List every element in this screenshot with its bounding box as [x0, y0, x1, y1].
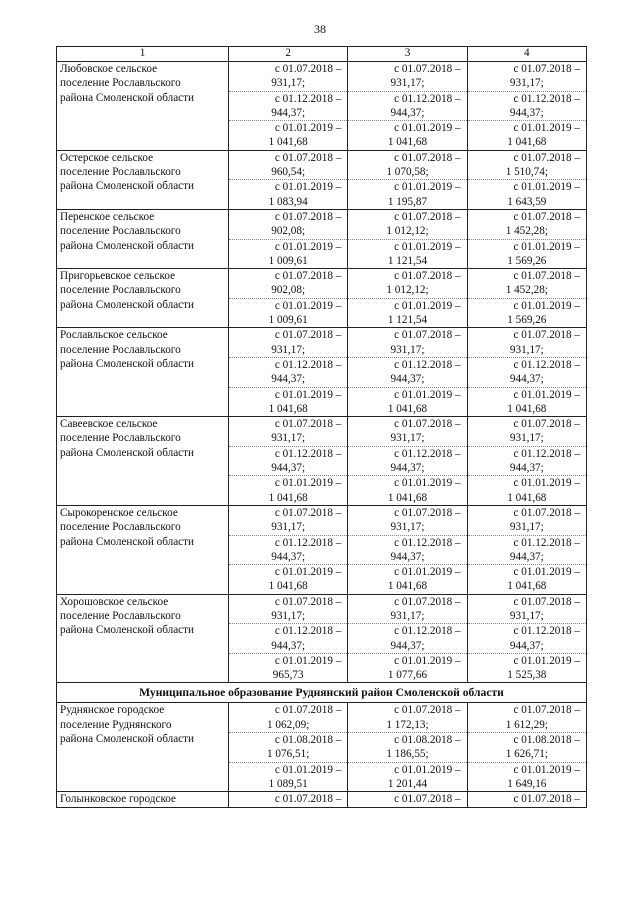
settlement-name-cell	[57, 505, 229, 594]
tariff-value: 1 041,68	[268, 402, 308, 415]
tariff-date: с 01.07.2018 –	[513, 210, 580, 223]
tariff-value: 1 612,29;	[468, 718, 586, 733]
tariff-value: 931,17;	[348, 343, 466, 358]
tariff-value: 1 121,54	[387, 254, 428, 267]
tariff-cell-col2	[229, 792, 348, 807]
tariff-table	[56, 46, 587, 808]
tariff-value: 944,37;	[229, 639, 347, 654]
header-cell-3: 3	[348, 47, 467, 62]
tariff-date: с 01.01.2019 –	[274, 181, 342, 194]
settlement-name-cell	[57, 150, 229, 209]
tariff-cell-col4	[467, 62, 586, 151]
tariff-value: 1 041,68	[507, 402, 547, 415]
settlement-name-line: поселение Руднянского	[60, 718, 172, 731]
settlement-name-cell	[57, 417, 229, 506]
tariff-value: 902,08;	[229, 224, 347, 239]
tariff-value: 1 041,68	[507, 136, 547, 149]
tariff-value: 931,17;	[468, 609, 586, 624]
tariff-date: с 01.07.2018 –	[513, 506, 580, 519]
tariff-date: с 01.07.2018 –	[274, 793, 342, 806]
settlement-name-line: поселение Рославльского	[60, 343, 181, 356]
tariff-cell-col2	[229, 594, 348, 683]
tariff-value: 931,17;	[348, 431, 466, 446]
tariff-date: с 01.12.2018 –	[274, 358, 342, 371]
tariff-date: с 01.01.2019 –	[274, 477, 342, 490]
tariff-cell-col3	[348, 150, 467, 209]
settlement-name-cell	[57, 792, 229, 807]
tariff-cell-col4	[467, 594, 586, 683]
tariff-value: 944,37;	[229, 461, 347, 476]
tariff-date: с 01.12.2018 –	[274, 92, 342, 105]
tariff-date: с 01.07.2018 –	[274, 151, 342, 164]
tariff-value: 931,17;	[229, 609, 347, 624]
tariff-date: с 01.08.2018 –	[513, 734, 580, 747]
tariff-date: с 01.01.2019 –	[394, 654, 461, 667]
header-row	[57, 47, 587, 62]
tariff-value: 944,37;	[229, 372, 347, 387]
settlement-name-line: Руднянское городское	[60, 704, 165, 717]
tariff-value: 931,17;	[468, 431, 586, 446]
tariff-date: с 01.01.2019 –	[394, 477, 461, 490]
tariff-cell-col4	[467, 792, 586, 807]
table-row	[57, 703, 587, 792]
tariff-date: с 01.12.2018 –	[513, 447, 580, 460]
tariff-value: 944,37;	[348, 106, 466, 121]
tariff-value: 1 041,68	[268, 491, 308, 504]
settlement-name-line: Рославльское сельское	[60, 329, 168, 342]
tariff-date: с 01.07.2018 –	[513, 793, 580, 806]
tariff-date: с 01.01.2019 –	[394, 122, 461, 135]
tariff-date: с 01.07.2018 –	[394, 793, 461, 806]
tariff-date: с 01.07.2018 –	[513, 270, 580, 283]
tariff-cell-col2	[229, 328, 348, 417]
section-title: Муниципальное образование Руднянский район Смоленской области	[57, 683, 587, 703]
tariff-date: с 01.01.2019 –	[274, 388, 342, 401]
tariff-value: 1 041,68	[507, 580, 547, 593]
tariff-date: с 01.12.2018 –	[394, 625, 461, 638]
tariff-value: 1 186,55;	[348, 747, 466, 762]
table-row	[57, 150, 587, 209]
settlement-name-line: Сырокоренское сельское	[60, 506, 178, 519]
tariff-date: с 01.01.2019 –	[394, 299, 461, 312]
tariff-date: с 01.07.2018 –	[274, 210, 342, 223]
tariff-value: 1 510,74;	[468, 165, 586, 180]
tariff-value: 931,17;	[468, 76, 586, 91]
tariff-value: 931,17;	[229, 76, 347, 91]
tariff-date: с 01.07.2018 –	[513, 595, 580, 608]
tariff-date: с 01.07.2018 –	[394, 151, 461, 164]
settlement-name-line: поселение Рославльского	[60, 166, 181, 179]
tariff-date: с 01.08.2018 –	[394, 734, 461, 747]
table-row	[57, 792, 587, 807]
settlement-name-line: Остерское сельское	[60, 151, 154, 164]
tariff-date: с 01.12.2018 –	[394, 536, 461, 549]
table-row	[57, 417, 587, 506]
tariff-date: с 01.12.2018 –	[394, 358, 461, 371]
tariff-value: 1 012,12;	[348, 283, 466, 298]
tariff-cell-col3	[348, 505, 467, 594]
tariff-value: 944,37;	[348, 639, 466, 654]
tariff-cell-col2	[229, 269, 348, 328]
header-cell-2: 2	[229, 47, 348, 62]
settlement-name-line: Перенское сельское	[60, 210, 155, 223]
settlement-name-line: поселение Рославльского	[60, 432, 181, 445]
tariff-value: 944,37;	[348, 550, 466, 565]
tariff-date: с 01.01.2019 –	[513, 763, 580, 776]
tariff-cell-col3	[348, 62, 467, 151]
settlement-name-line: поселение Рославльского	[60, 284, 181, 297]
tariff-date: с 01.07.2018 –	[513, 418, 580, 431]
tariff-date: с 01.07.2018 –	[274, 704, 342, 717]
tariff-date: с 01.07.2018 –	[394, 704, 461, 717]
tariff-cell-col3	[348, 594, 467, 683]
tariff-value: 1 172,13;	[348, 718, 466, 733]
settlement-name-cell	[57, 62, 229, 151]
tariff-value: 1 041,68	[507, 491, 547, 504]
tariff-date: с 01.12.2018 –	[274, 447, 342, 460]
tariff-value: 931,17;	[229, 343, 347, 358]
tariff-date: с 01.01.2019 –	[513, 477, 580, 490]
tariff-date: с 01.01.2019 –	[394, 240, 461, 253]
settlement-name-line: района Смоленской области	[60, 446, 195, 459]
tariff-value: 1 626,71;	[468, 747, 586, 762]
settlement-name-cell	[57, 594, 229, 683]
header-cell-4: 4	[467, 47, 586, 62]
settlement-name-line: района Смоленской области	[60, 239, 195, 252]
tariff-value: 931,17;	[348, 609, 466, 624]
tariff-value: 1 077,66	[387, 669, 428, 682]
tariff-date: с 01.07.2018 –	[513, 704, 580, 717]
tariff-value: 931,17;	[468, 343, 586, 358]
tariff-value: 931,17;	[348, 76, 466, 91]
tariff-value: 944,37;	[468, 372, 586, 387]
tariff-value: 944,37;	[468, 461, 586, 476]
settlement-name-line: Савеевское сельское	[60, 418, 158, 431]
tariff-date: с 01.01.2019 –	[274, 566, 342, 579]
tariff-value: 1 041,68	[387, 136, 428, 149]
tariff-cell-col3	[348, 792, 467, 807]
tariff-date: с 01.01.2019 –	[394, 566, 461, 579]
table-row	[57, 62, 587, 151]
tariff-value: 944,37;	[229, 550, 347, 565]
tariff-date: с 01.07.2018 –	[274, 329, 342, 342]
tariff-value: 931,17;	[229, 520, 347, 535]
settlement-name-line: района Смоленской области	[60, 180, 195, 193]
tariff-value: 931,17;	[348, 520, 466, 535]
tariff-date: с 01.01.2019 –	[513, 654, 580, 667]
tariff-date: с 01.07.2018 –	[513, 151, 580, 164]
tariff-cell-col4	[467, 328, 586, 417]
tariff-value: 1 070,58;	[348, 165, 466, 180]
settlement-name-cell	[57, 703, 229, 792]
tariff-date: с 01.01.2019 –	[394, 388, 461, 401]
settlement-name-line: Пригорьевское сельское	[60, 270, 176, 283]
tariff-date: с 01.01.2019 –	[513, 299, 580, 312]
tariff-date: с 01.01.2019 –	[513, 122, 580, 135]
tariff-cell-col4	[467, 417, 586, 506]
tariff-value: 931,17;	[468, 520, 586, 535]
settlement-name-line: Голынковское городское	[60, 793, 177, 806]
tariff-value: 944,37;	[348, 372, 466, 387]
tariff-cell-col3	[348, 269, 467, 328]
tariff-value: 944,37;	[468, 550, 586, 565]
settlement-name-line: района Смоленской области	[60, 91, 195, 104]
tariff-date: с 01.01.2019 –	[274, 240, 342, 253]
tariff-value: 1 569,26	[507, 254, 547, 267]
tariff-date: с 01.01.2019 –	[274, 763, 342, 776]
tariff-cell-col4	[467, 269, 586, 328]
tariff-value: 1 569,26	[507, 314, 547, 327]
tariff-value: 1 452,28;	[468, 283, 586, 298]
header-cell-1: 1	[57, 47, 229, 62]
page-number: 38	[314, 22, 326, 36]
settlement-name-line: Хорошовское сельское	[60, 595, 169, 608]
settlement-name-line: поселение Рославльского	[60, 225, 181, 238]
tariff-value: 1 201,44	[387, 777, 428, 790]
tariff-value: 1 041,68	[387, 491, 428, 504]
tariff-value: 944,37;	[468, 106, 586, 121]
tariff-value: 944,37;	[468, 639, 586, 654]
tariff-value: 1 643,59	[507, 195, 547, 208]
section-row	[57, 683, 587, 703]
tariff-date: с 01.07.2018 –	[394, 270, 461, 283]
settlement-name-line: района Смоленской области	[60, 624, 195, 637]
settlement-name-line: поселение Рославльского	[60, 77, 181, 90]
tariff-value: 1 083,94	[268, 195, 308, 208]
tariff-value: 944,37;	[229, 106, 347, 121]
tariff-date: с 01.01.2019 –	[274, 122, 342, 135]
tariff-date: с 01.01.2019 –	[394, 181, 461, 194]
settlement-name-line: поселение Рославльского	[60, 609, 181, 622]
tariff-date: с 01.07.2018 –	[274, 595, 342, 608]
tariff-cell-col4	[467, 703, 586, 792]
tariff-date: с 01.07.2018 –	[513, 63, 580, 75]
tariff-value: 1 009,61	[268, 254, 308, 267]
tariff-value: 1 076,51;	[229, 747, 347, 762]
tariff-cell-col3	[348, 328, 467, 417]
tariff-cell-col3	[348, 209, 467, 268]
tariff-cell-col3	[348, 417, 467, 506]
tariff-value: 1 121,54	[387, 314, 428, 327]
tariff-cell-col4	[467, 150, 586, 209]
tariff-date: с 01.12.2018 –	[394, 447, 461, 460]
tariff-cell-col2	[229, 417, 348, 506]
tariff-date: с 01.01.2019 –	[513, 388, 580, 401]
tariff-date: с 01.08.2018 –	[274, 734, 342, 747]
tariff-value: 1 089,51	[268, 777, 308, 790]
tariff-date: с 01.12.2018 –	[394, 92, 461, 105]
tariff-date: с 01.01.2019 –	[513, 566, 580, 579]
tariff-date: с 01.07.2018 –	[394, 210, 461, 223]
tariff-date: с 01.07.2018 –	[274, 63, 342, 75]
tariff-date: с 01.07.2018 –	[394, 418, 461, 431]
tariff-cell-col4	[467, 505, 586, 594]
tariff-date: с 01.12.2018 –	[274, 625, 342, 638]
tariff-value: 960,54;	[229, 165, 347, 180]
tariff-value: 1 041,68	[387, 402, 428, 415]
tariff-date: с 01.07.2018 –	[394, 595, 461, 608]
tariff-date: с 01.07.2018 –	[394, 506, 461, 519]
table-row	[57, 505, 587, 594]
tariff-date: с 01.07.2018 –	[394, 63, 461, 75]
tariff-date: с 01.01.2019 –	[274, 299, 342, 312]
settlement-name-line: района Смоленской области	[60, 535, 195, 548]
tariff-cell-col2	[229, 150, 348, 209]
tariff-date: с 01.12.2018 –	[513, 625, 580, 638]
settlement-name-line: района Смоленской области	[60, 733, 195, 746]
tariff-date: с 01.07.2018 –	[513, 329, 580, 342]
tariff-value: 1 012,12;	[348, 224, 466, 239]
table-row	[57, 594, 587, 683]
settlement-name-cell	[57, 209, 229, 268]
tariff-date: с 01.12.2018 –	[513, 92, 580, 105]
settlement-name-line: района Смоленской области	[60, 298, 195, 311]
tariff-date: с 01.12.2018 –	[274, 536, 342, 549]
tariff-cell-col3	[348, 703, 467, 792]
settlement-name-cell	[57, 328, 229, 417]
tariff-value: 1 041,68	[387, 580, 428, 593]
tariff-date: с 01.01.2019 –	[513, 240, 580, 253]
tariff-cell-col2	[229, 62, 348, 151]
tariff-cell-col2	[229, 505, 348, 594]
tariff-value: 1 525,38	[507, 669, 547, 682]
tariff-value: 1 041,68	[268, 580, 308, 593]
tariff-value: 1 062,09;	[229, 718, 347, 733]
settlement-name-line: поселение Рославльского	[60, 521, 181, 534]
tariff-date: с 01.12.2018 –	[513, 536, 580, 549]
settlement-name-cell	[57, 269, 229, 328]
tariff-value: 1 195,87	[387, 195, 428, 208]
tariff-date: с 01.01.2019 –	[274, 654, 342, 667]
table-row	[57, 328, 587, 417]
table-row	[57, 269, 587, 328]
tariff-date: с 01.01.2019 –	[394, 763, 461, 776]
tariff-value: 1 009,61	[268, 314, 308, 327]
table-row	[57, 209, 587, 268]
settlement-name-line: Любовское сельское	[60, 63, 158, 75]
tariff-value: 965,73	[272, 669, 304, 682]
tariff-cell-col2	[229, 209, 348, 268]
tariff-value: 1 649,16	[507, 777, 547, 790]
tariff-date: с 01.01.2019 –	[513, 181, 580, 194]
tariff-date: с 01.07.2018 –	[274, 270, 342, 283]
tariff-value: 931,17;	[229, 431, 347, 446]
tariff-value: 944,37;	[348, 461, 466, 476]
tariff-cell-col4	[467, 209, 586, 268]
tariff-date: с 01.07.2018 –	[274, 506, 342, 519]
tariff-value: 1 041,68	[268, 136, 308, 149]
tariff-value: 1 452,28;	[468, 224, 586, 239]
tariff-value: 902,08;	[229, 283, 347, 298]
tariff-date: с 01.12.2018 –	[513, 358, 580, 371]
tariff-cell-col2	[229, 703, 348, 792]
tariff-date: с 01.07.2018 –	[274, 418, 342, 431]
tariff-date: с 01.07.2018 –	[394, 329, 461, 342]
settlement-name-line: района Смоленской области	[60, 357, 195, 370]
